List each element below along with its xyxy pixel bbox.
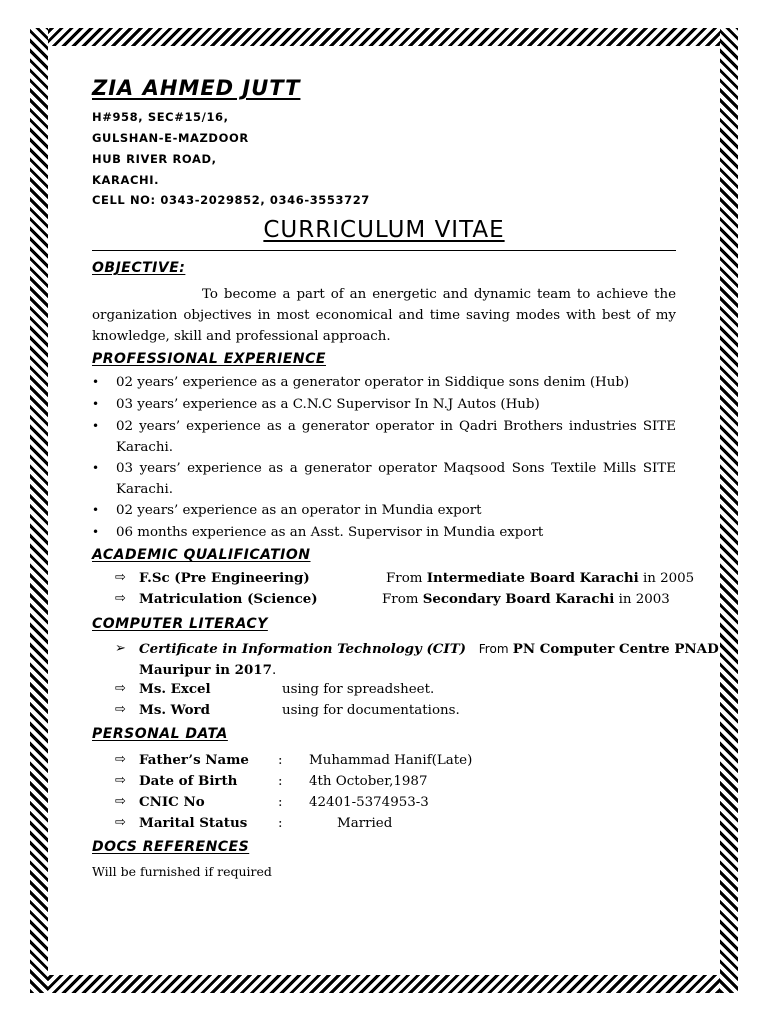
experience-heading: PROFESSIONAL EXPERIENCE <box>92 351 326 367</box>
academic-degree: F.Sc (Pre Engineering) <box>139 570 310 586</box>
title-divider <box>92 250 676 251</box>
address-line: H#958, SEC#15/16, <box>92 110 229 124</box>
references-text: Will be furnished if required <box>92 864 272 879</box>
bullet-icon: • <box>92 461 100 475</box>
academic-institution <box>386 568 694 589</box>
experience-item-text: 03 years’ experience as a C.N.C Supervisor In N.J Autos (Hub) <box>116 397 540 412</box>
references-heading: DOCS REFERENCES <box>92 839 250 855</box>
experience-item-text: 02 years’ experience as an operator in Mundia export <box>116 503 482 518</box>
certificate-year: Mauripur in 2017 <box>139 662 272 678</box>
personal-label: Date of Birth <box>139 773 238 789</box>
certificate-line-2 <box>139 660 276 681</box>
personal-value: Muhammad Hanif(Late) <box>309 753 473 768</box>
personal-value: 4th October,1987 <box>309 774 428 789</box>
certificate-end: . <box>271 663 277 678</box>
arrow-icon: ➢ <box>115 641 126 656</box>
arrow-icon: ⇨ <box>115 773 126 788</box>
contact-phones: CELL NO: 0343-2029852, 0346-3553727 <box>92 193 370 207</box>
personal-label: CNIC No <box>139 794 205 810</box>
arrow-icon: ⇨ <box>115 591 126 606</box>
bullet-icon: • <box>92 503 100 517</box>
arrow-icon: ⇨ <box>115 752 126 767</box>
personal-separator: : <box>278 816 283 831</box>
certificate-centre: PN Computer Centre PNAD <box>512 641 719 657</box>
bullet-icon: • <box>92 419 100 433</box>
certificate-line <box>139 639 719 660</box>
arrow-icon: ⇨ <box>115 702 126 717</box>
computer-heading: COMPUTER LITERACY <box>92 616 268 632</box>
experience-item-text: 02 years’ experience as a generator operator in Qadri Brothers industries SITE Karachi. <box>116 419 676 455</box>
personal-label: Father’s Name <box>139 752 249 768</box>
certificate-name: Certificate in Information Technology (CIT) <box>139 641 466 657</box>
page-border-right <box>720 28 738 993</box>
software-name: Ms. Excel <box>139 681 211 697</box>
address-line: HUB RIVER ROAD, <box>92 152 217 166</box>
page-border-top <box>30 28 738 46</box>
software-use: using for documentations. <box>282 703 460 718</box>
academic-degree: Matriculation (Science) <box>139 591 318 607</box>
arrow-icon: ⇨ <box>115 815 126 830</box>
academic-board: Intermediate Board Karachi <box>426 570 639 586</box>
academic-year: in 2005 <box>642 571 695 586</box>
personal-separator: : <box>278 774 283 789</box>
address-line: GULSHAN-E-MAZDOOR <box>92 131 249 145</box>
candidate-name: ZIA AHMED JUTT <box>92 76 301 100</box>
page-border-left <box>30 28 48 993</box>
document-title: CURRICULUM VITAE <box>263 217 505 243</box>
academic-from: From <box>382 592 419 607</box>
bullet-icon: • <box>92 525 100 539</box>
experience-item-text: 02 years’ experience as a generator operator in Siddique sons denim (Hub) <box>116 375 630 390</box>
arrow-icon: ⇨ <box>115 794 126 809</box>
arrow-icon: ⇨ <box>115 681 126 696</box>
page-border-bottom <box>30 975 738 993</box>
bullet-icon: • <box>92 375 100 389</box>
experience-item-text: 06 months experience as an Asst. Supervisor in Mundia export <box>116 525 544 540</box>
personal-heading: PERSONAL DATA <box>92 726 228 742</box>
academic-institution <box>382 589 670 610</box>
personal-label: Marital Status <box>139 815 248 831</box>
address-line: KARACHI. <box>92 173 160 187</box>
certificate-from: From <box>478 642 509 656</box>
academic-board: Secondary Board Karachi <box>422 591 615 607</box>
personal-separator: : <box>278 753 283 768</box>
objective-heading: OBJECTIVE: <box>92 260 186 276</box>
personal-value: 42401-5374953-3 <box>309 795 429 810</box>
bullet-icon: • <box>92 397 100 411</box>
personal-separator: : <box>278 795 283 810</box>
personal-value: Married <box>337 816 393 831</box>
software-name: Ms. Word <box>139 702 210 718</box>
academic-from: From <box>386 571 423 586</box>
academic-year: in 2003 <box>618 592 670 607</box>
experience-item-text: 03 years’ experience as a generator operator Maqsood Sons Textile Mills SITE Karachi. <box>116 461 676 497</box>
academic-heading: ACADEMIC QUALIFICATION <box>92 547 311 563</box>
software-use: using for spreadsheet. <box>282 682 435 697</box>
objective-text: To become a part of an energetic and dynamic team to achieve the organization objectives in most economical and time saving modes with best of my knowledge, skill and professional approach. <box>92 287 676 344</box>
arrow-icon: ⇨ <box>115 570 126 585</box>
